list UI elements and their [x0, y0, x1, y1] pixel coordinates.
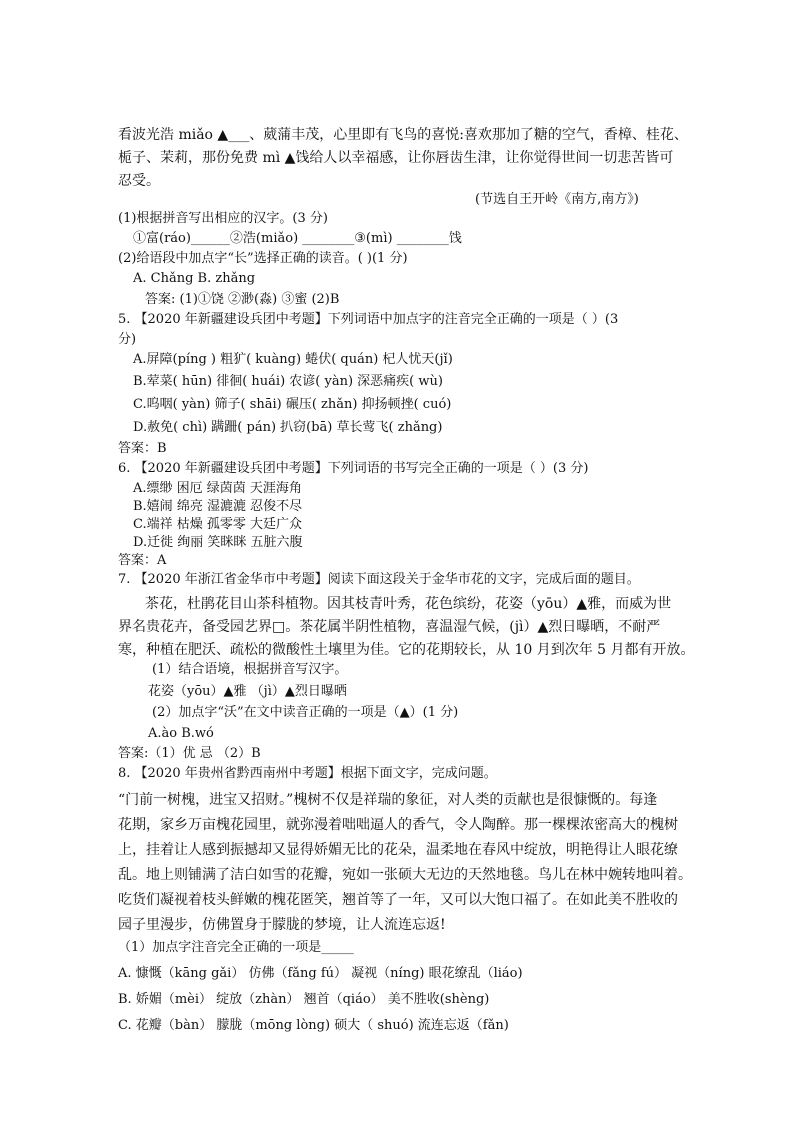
text-line: B.嬉闹 绵亮 湿漉漉 忍俊不尽 — [133, 499, 303, 514]
text-line: D.赦免( chì) 蹒跚( pán) 扒窃(bā) 草长莺飞( zhǎng) — [133, 420, 443, 435]
text-line: 分) — [118, 332, 137, 347]
text-line: B. 娇媚（mèi） 绽放（zhàn） 翘首（qiáo） 美不胜收(shèng) — [118, 992, 490, 1007]
text-line: 寒，种植在肥沃、疏松的微酸性土壤里为佳。它的花期较长，从 10 月到次年 5 月都有开放。 — [118, 642, 695, 658]
text-line: （1）加点字注音完全正确的一项是_____ — [118, 940, 354, 955]
text-line: D.迁徙 绚丽 笑眯眯 五脏六腹 — [133, 535, 303, 550]
text-line: 6. 【2020 年新疆建设兵团中考题】下列词语的书写完全正确的一项是（ ）(3 分) — [118, 461, 589, 476]
text-line: 花姿（yōu）▲雅 （jì）▲烈日曝晒 — [148, 684, 347, 699]
text-line: C.端祥 枯燥 孤零零 大廷广众 — [133, 517, 303, 532]
text-line: 上，挂着让人感到振撼却又显得娇媚无比的花朵，温柔地在春风中绽放，明艳得让人眼花缭 — [118, 842, 678, 858]
text-line: (节选自王开岭《南方,南方》) — [475, 192, 639, 207]
text-line: 园子里漫步，仿佛置身于朦胧的梦境，让人流连忘返! — [118, 917, 446, 933]
text-line: A.ào B.wó — [148, 726, 214, 741]
text-line: A.屏障(píng ) 粗犷( kuàng) 蜷伏( quán) 杞人忧天(jǐ) — [133, 352, 453, 367]
text-line: (2）加点字“沃”在文中读音正确的一项是（▲）(1 分) — [152, 705, 459, 720]
text-line: 吃货们凝视着枝头鲜嫩的槐花匿笑，翘首等了一年，又可以大饱口福了。在如此美不胜收的 — [118, 892, 678, 908]
text-line: 答案:（1）优 忌 （2）B — [118, 746, 261, 761]
text-line: B.荤菜( hūn) 徘徊( huái) 农谚( yàn) 深恶痛疾( wù) — [133, 374, 443, 389]
text-line: 花期，家乡万亩槐花园里，就弥漫着咄咄逼人的香气，令人陶醉。那一棵棵浓密高大的槐树 — [118, 817, 678, 833]
text-line: 7. 【2020 年浙江省金华市中考题】阅读下面这段关于金华市花的文字，完成后面的题目。 — [118, 572, 640, 587]
text-line: 乱。地上则铺满了洁白如雪的花瓣，宛如一张硕大无边的天然地毯。鸟儿在林中婉转地叫着。 — [118, 867, 692, 883]
text-line: 答案：B — [118, 441, 167, 456]
text-line: 看波光浩 miǎo ▲___、葳蒲丰茂，心里即有飞鸟的喜悦:喜欢那加了糖的空气，香樟、桂花、 — [118, 127, 688, 143]
text-line: 茶花，杜鹃花目山茶科植物。因其枝青叶秀，花色缤纷，花姿（yōu）▲雅，而威为世 — [145, 596, 672, 612]
text-line: A. Chǎng B. zhǎng — [133, 271, 256, 286]
text-line: “门前一树槐，进宝又招财。”槐树不仅是祥瑞的象征，对人类的贡献也是很慷慨的。每逢 — [118, 792, 658, 808]
text-line: (1)根据拼音写出相应的汉字。(3 分) — [118, 211, 328, 226]
text-line: ①富(ráo)______②浩(miǎo) ________③(mì) ________饯 — [133, 231, 462, 246]
text-line: (1）结合语境，根据拼音写汉字。 — [152, 662, 348, 677]
text-line: A.缥缈 困厄 绿茵茵 天涯海角 — [133, 481, 302, 496]
text-line: (2)给语段中加点字“长”选择正确的读音。( )(1 分) — [118, 251, 408, 266]
text-line: 栀子、茉莉，那份免费 mì ▲饯给人以幸福感，让你唇齿生津，让你觉得世间一切悲苦皆可 — [118, 150, 674, 166]
text-line: 8. 【2020 年贵州省黔西南州中考题】根据下面文字，完成问题。 — [118, 766, 497, 781]
text-line: 答案: (1)①饶 ②渺(淼) ③蜜 (2)B — [145, 292, 340, 307]
text-line: 答案：A — [118, 553, 167, 568]
text-line: C. 花瓣（bàn） 朦胧（mōng lòng) 硕大（ shuó) 流连忘返（fǎn) — [118, 1018, 509, 1033]
text-line: 界名贵花卉，备受园艺界□。茶花属半阴性植物，喜温湿气候，(jì）▲烈日曝晒，不耐严 — [118, 619, 661, 635]
text-line: 忍受。 — [118, 173, 160, 189]
text-line: C.呜咽( yàn) 筛子( shāi) 碾压( zhǎn) 抑扬顿挫( cuó) — [133, 397, 452, 412]
text-line: A. 慷慨（kāng gǎi） 仿佛（fǎng fú） 凝视（níng) 眼花缭乱（liáo) — [118, 966, 523, 981]
text-line: 5. 【2020 年新疆建设兵团中考题】下列词语中加点字的注音完全正确的一项是（ ）(3 — [118, 312, 619, 327]
